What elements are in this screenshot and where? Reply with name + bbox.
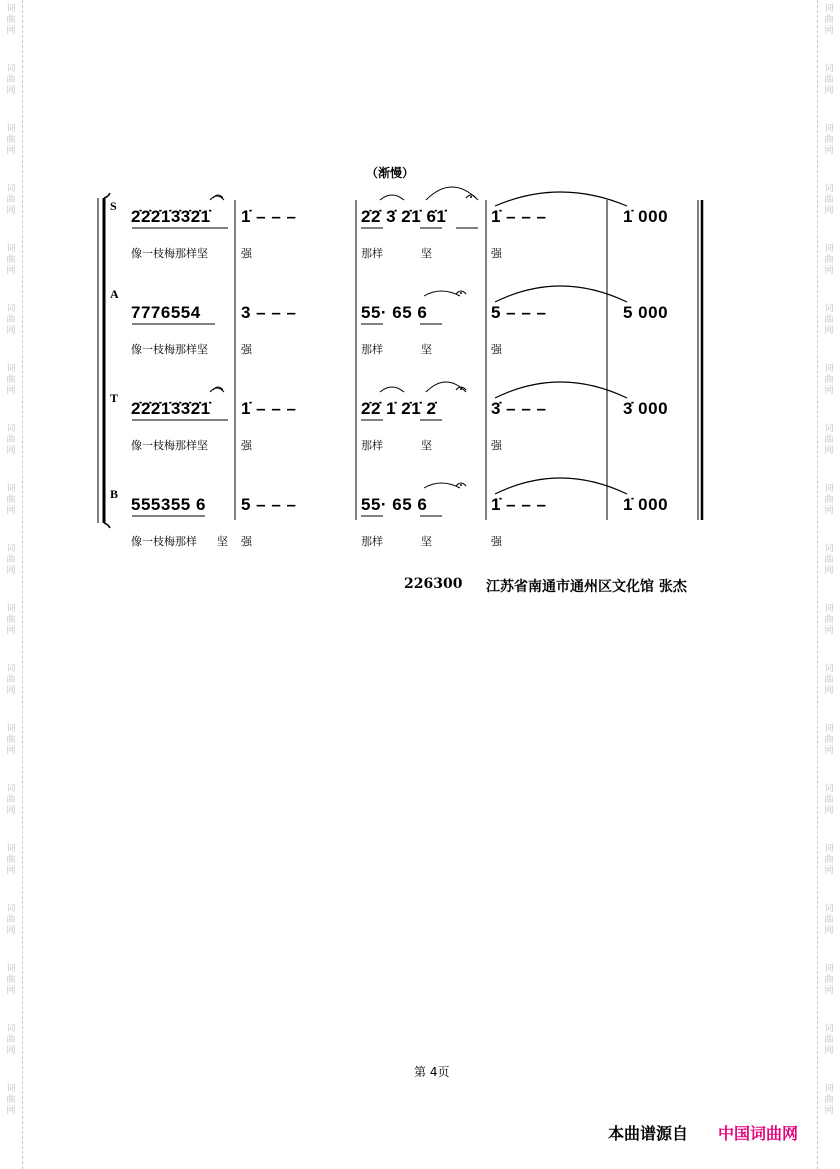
soprano-measure-5: 1̇ 000	[623, 207, 669, 226]
watermark-text: 词 曲 网	[824, 604, 834, 636]
tenor-lyric-2: 强	[241, 439, 252, 452]
alto-lyric-1: 像一枝梅那样坚	[131, 343, 208, 356]
watermark-text: 词 曲 网	[824, 904, 834, 936]
voice-label-bass: B	[110, 487, 119, 501]
system-bracket-hook-top	[104, 193, 110, 198]
tenor-measure-5: 3̇ 000	[623, 399, 669, 418]
slur-s3b	[426, 187, 478, 200]
bass-lyric-5: 坚	[421, 535, 432, 548]
voice-label-soprano: S	[110, 199, 117, 213]
alto-measure-2: 3 – – –	[241, 303, 297, 322]
watermark-text: 词 曲 网	[6, 4, 16, 36]
fermata-s3-dot	[470, 196, 472, 198]
watermark-text: 词 曲 网	[824, 784, 834, 816]
alto-measure-1: 7776554	[131, 303, 201, 322]
slur-b3	[424, 483, 460, 488]
tenor-lyric-4: 坚	[421, 439, 432, 452]
alto-lyric-4: 坚	[421, 343, 432, 356]
watermark-text: 词 曲 网	[824, 364, 834, 396]
watermark-text: 词 曲 网	[824, 4, 834, 36]
voice-label-tenor: T	[110, 391, 119, 405]
watermark-text: 词 曲 网	[824, 484, 834, 516]
watermark-text: 词 曲 网	[6, 544, 16, 576]
watermark-text: 词 曲 网	[6, 784, 16, 816]
watermark-text: 词 曲 网	[824, 1024, 834, 1056]
tenor-measure-2: 1̇ – – –	[241, 399, 297, 418]
watermark-text: 词 曲 网	[824, 304, 834, 336]
tenor-measure-4: 3̇ – – –	[491, 399, 547, 418]
watermark-text: 词 曲 网	[824, 124, 834, 156]
watermark-text: 词 曲 网	[824, 1084, 834, 1116]
watermark-text: 词 曲 网	[6, 964, 16, 996]
watermark-text: 词 曲 网	[824, 724, 834, 756]
alto-measure-5: 5 000	[623, 303, 669, 322]
tenor-lyric-5: 强	[491, 439, 502, 452]
bass-lyric-2: 坚	[217, 535, 228, 548]
bass-lyric-1: 像一枝梅那样	[131, 535, 197, 548]
watermark-text: 词 曲 网	[824, 64, 834, 96]
watermark-text: 词 曲 网	[824, 664, 834, 696]
fermata-t3-dot	[460, 388, 462, 390]
fermata-a3-dot	[460, 292, 462, 294]
slur-s3a	[380, 195, 404, 200]
watermark-text: 词 曲 网	[6, 184, 16, 216]
tenor-lyric-3: 那样	[361, 439, 383, 452]
bass-measure-2: 5 – – –	[241, 495, 297, 514]
watermark-text: 词 曲 网	[6, 244, 16, 276]
watermark-text: 词 曲 网	[6, 124, 16, 156]
bass-measure-1: 555355 6	[131, 495, 206, 514]
alto-measure-3: 55· 65 6	[361, 303, 428, 322]
voice-label-alto: A	[110, 287, 119, 301]
fermatas	[213, 195, 476, 486]
watermark-text: 词 曲 网	[6, 604, 16, 636]
watermark-text: 词 曲 网	[824, 544, 834, 576]
alto-measure-4: 5 – – –	[491, 303, 547, 322]
fermata-b3-dot	[460, 484, 462, 486]
bass-measure-5: 1̇ 000	[623, 495, 669, 514]
tenor-measure-1: 2̇2̇2̇1̇3̇3̇2̇1̇	[131, 399, 211, 418]
soprano-measure-4: 1̇ – – –	[491, 207, 547, 226]
watermark-text: 词 曲 网	[6, 304, 16, 336]
bass-measure-3: 55· 65 6	[361, 495, 428, 514]
watermark-text: 词 曲 网	[824, 424, 834, 456]
system-bracket-hook-bottom	[104, 523, 110, 528]
watermark-text: 词 曲 网	[6, 904, 16, 936]
watermark-text: 词 曲 网	[6, 664, 16, 696]
soprano-measure-3: 2̇2̇ 3̇ 2̇1̇ 6̇1̇	[361, 207, 447, 226]
slur-t3a	[380, 387, 404, 392]
soprano-lyric-3: 那样	[361, 247, 383, 260]
tenor-measure-3: 2̇2̇ 1̇ 2̇1̇ 2̇	[361, 399, 437, 418]
credit-postcode: 226300	[404, 576, 463, 592]
slur-a3	[424, 291, 460, 296]
soprano-lyric-4: 坚	[421, 247, 432, 260]
source-site-link[interactable]: 中国词曲网	[718, 1124, 799, 1143]
watermark-text: 词 曲 网	[824, 964, 834, 996]
alto-lyric-5: 强	[491, 343, 502, 356]
page-number: 第 4页	[414, 1065, 450, 1079]
watermark-text: 词 曲 网	[6, 364, 16, 396]
watermark-text: 词 曲 网	[6, 64, 16, 96]
watermark-text: 词 曲 网	[824, 184, 834, 216]
alto-lyric-3: 那样	[361, 343, 383, 356]
soprano-lyric-2: 强	[241, 247, 252, 260]
credit-author: 江苏省南通市通州区文化馆 张杰	[486, 579, 687, 595]
alto-lyric-2: 强	[241, 343, 252, 356]
watermark-text: 词 曲 网	[6, 724, 16, 756]
source-label: 本曲谱源自	[608, 1124, 689, 1143]
watermark-text: 词 曲 网	[6, 844, 16, 876]
bass-lyric-6: 强	[491, 535, 502, 548]
bass-measure-4: 1̇ – – –	[491, 495, 547, 514]
soprano-measure-2: 1̇ – – –	[241, 207, 297, 226]
soprano-lyric-5: 强	[491, 247, 502, 260]
soprano-measure-1: 2̇2̇2̇1̇3̇3̇2̇1̇	[131, 207, 211, 226]
bass-lyric-3: 强	[241, 535, 252, 548]
watermark-text: 词 曲 网	[6, 1084, 16, 1116]
tempo-marking: （渐慢）	[366, 166, 415, 180]
watermark-text: 词 曲 网	[6, 424, 16, 456]
watermark-text: 词 曲 网	[824, 844, 834, 876]
bass-lyric-4: 那样	[361, 535, 383, 548]
soprano-lyric-1: 像一枝梅那样坚	[131, 247, 208, 260]
watermark-text: 词 曲 网	[824, 244, 834, 276]
watermark-text: 词 曲 网	[6, 1024, 16, 1056]
tenor-lyric-1: 像一枝梅那样坚	[131, 439, 208, 452]
watermark-text: 词 曲 网	[6, 484, 16, 516]
